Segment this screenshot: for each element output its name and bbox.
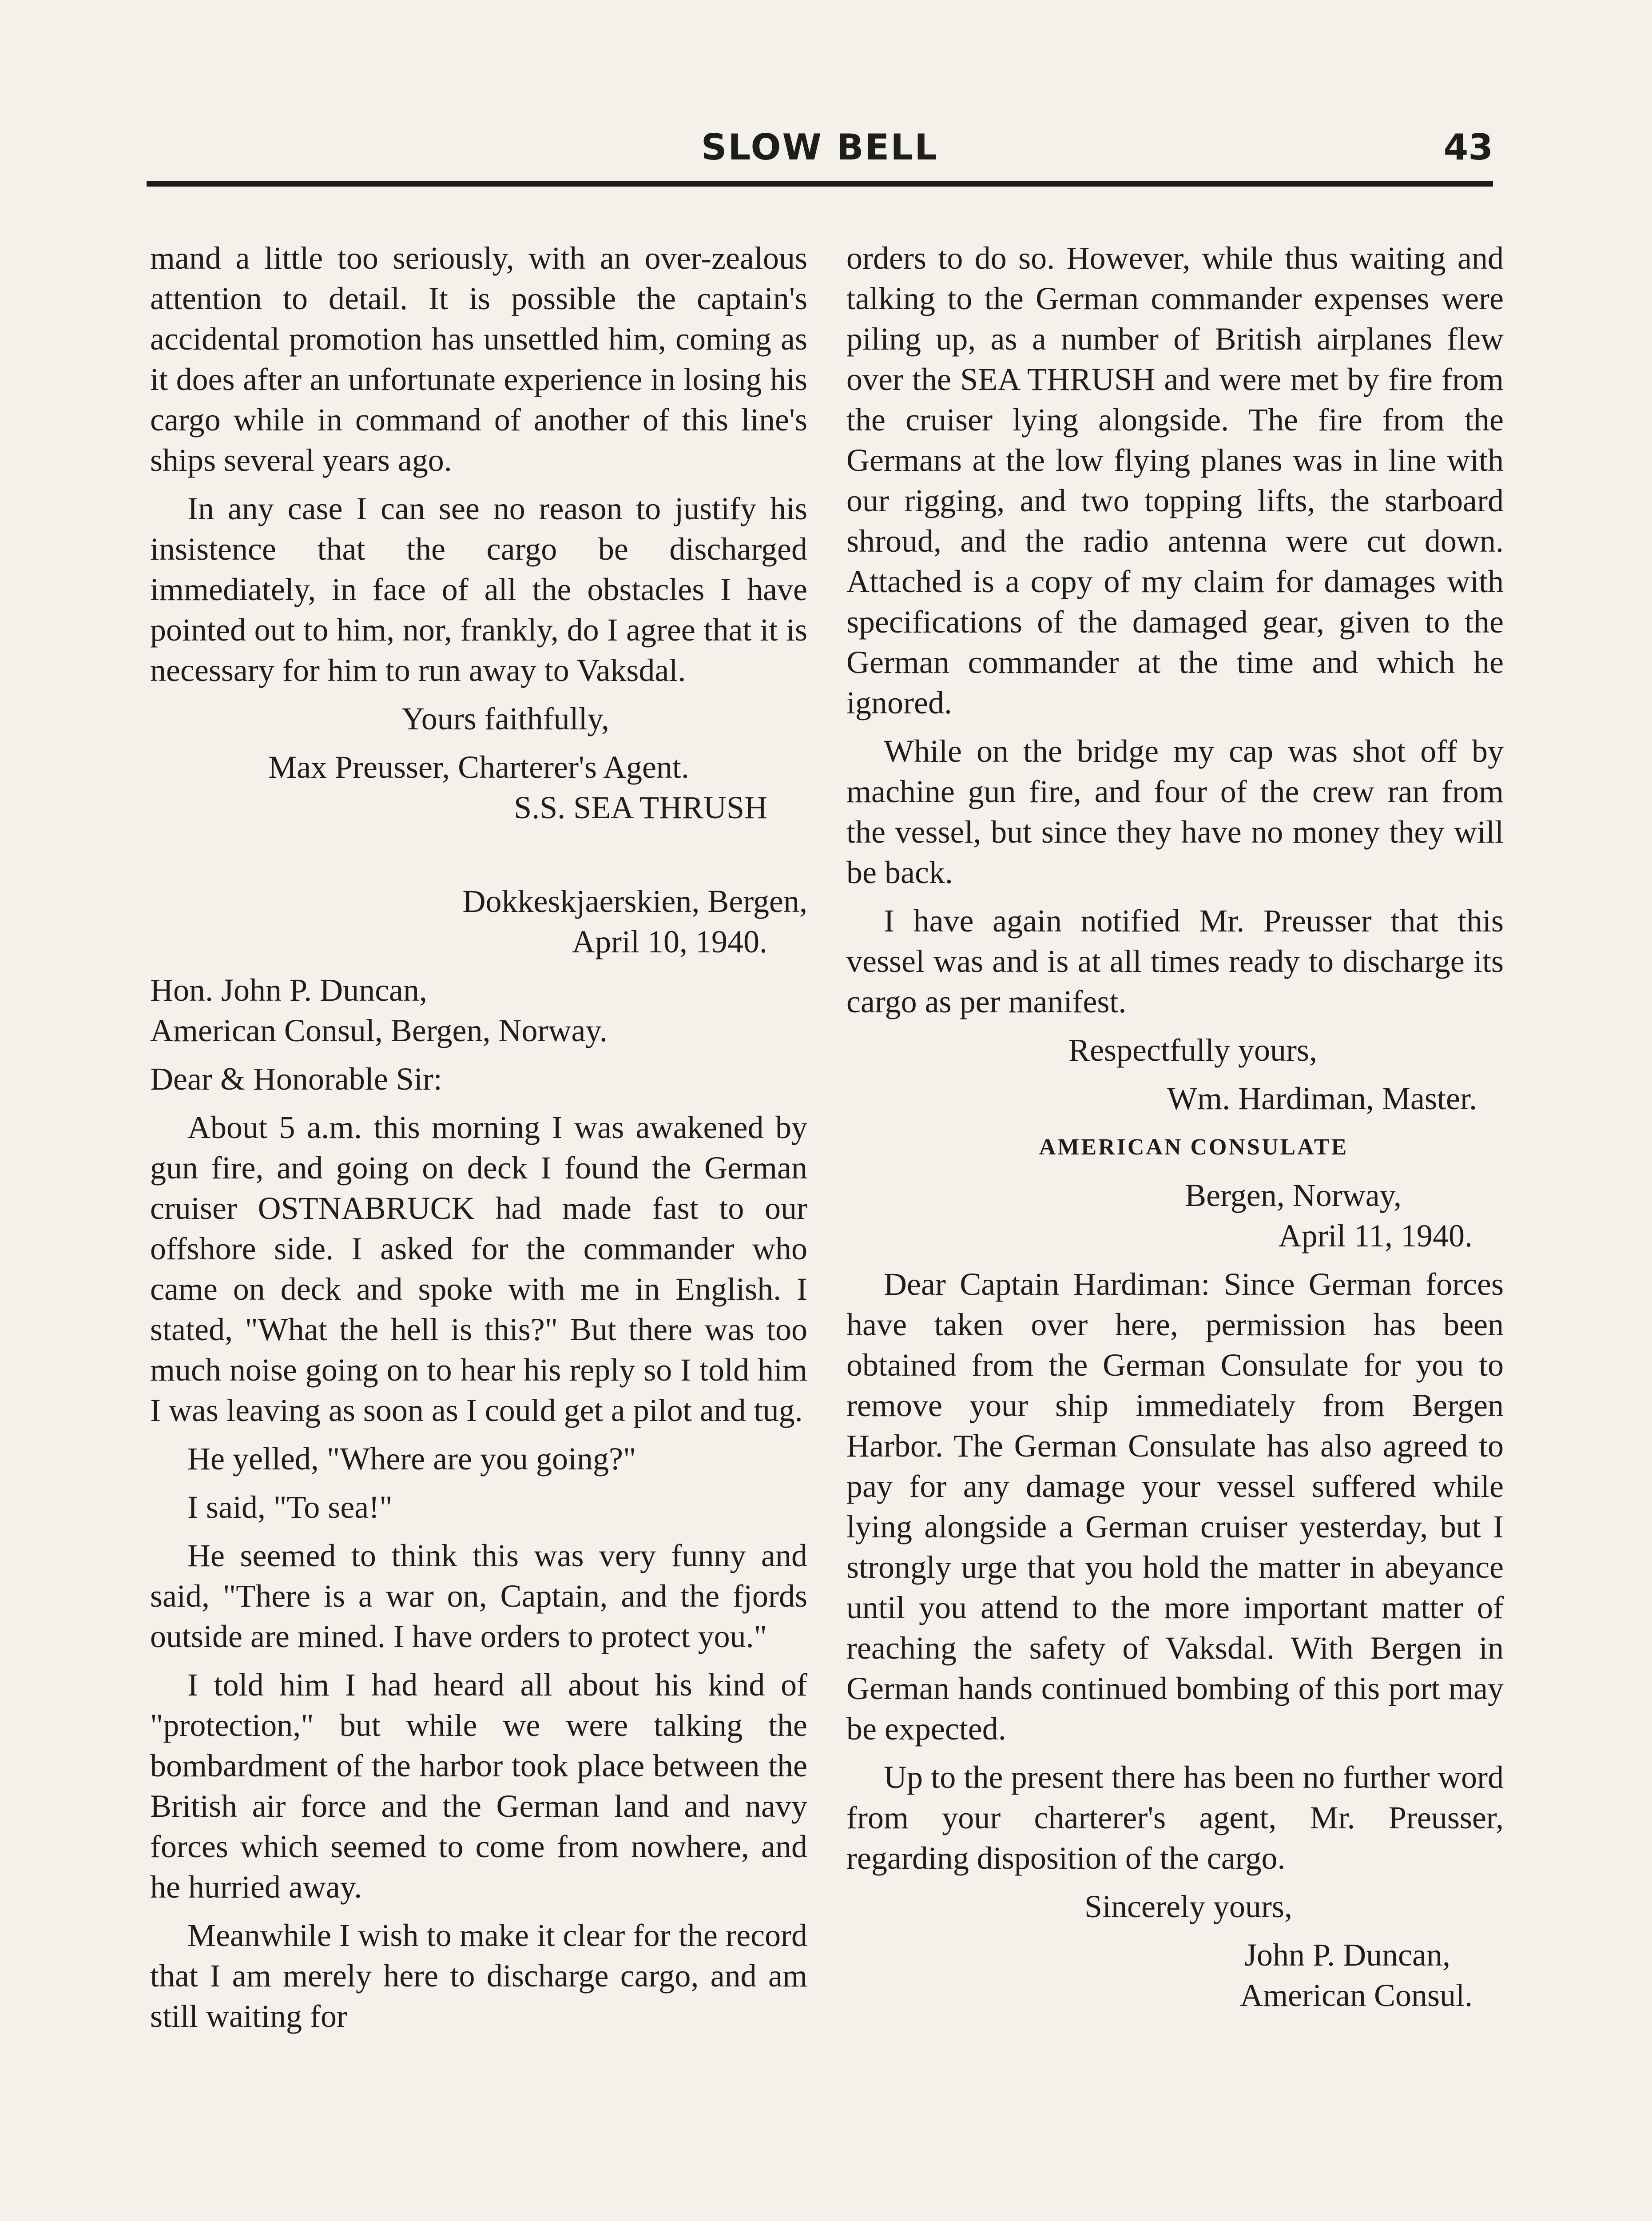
- paragraph: He yelled, "Where are you going?": [187, 1441, 636, 1477]
- page-number: 43: [1443, 127, 1493, 168]
- paragraph: In any case I can see no reason to justify his insistence that the cargo be discharged immediately, in face of all the obstacles I have pointed out to him, nor, frankly, do I agree that it is necessary for him to run away to Vaksdal.: [150, 491, 807, 688]
- consulate-heading: AMERICAN CONSULATE: [1039, 1134, 1349, 1160]
- letter-date: April 11, 1940.: [1278, 1218, 1473, 1254]
- running-header: [147, 125, 1493, 177]
- paragraph: While on the bridge my cap was shot off by machine gun fire, and four of the crew ran from the vessel, but since they have no money they will be back.: [846, 733, 1504, 890]
- signature-title: American Consul.: [1240, 1978, 1473, 2013]
- header-rule: [147, 181, 1493, 187]
- letter-closing: Sincerely yours,: [1084, 1889, 1292, 1924]
- paragraph: I said, "To sea!": [187, 1489, 393, 1525]
- paragraph: I have again notified Mr. Preusser that this vessel was and is at all times ready to discharge its cargo as per manifest.: [846, 903, 1504, 1019]
- paragraph: mand a little too seriously, with an over-zealous attention to detail. It is possible the captain's accidental promotion has unsettled him, coming as it does after an unfortunate experience in losing his cargo while in command of another of this line's ships several years ago.: [150, 240, 807, 478]
- paragraph: orders to do so. However, while thus waiting and talking to the German commander expenses were piling up, as a number of British airplanes flew over the SEA THRUSH and were met by fire from the cruiser lying alongside. The fire from the Germans at the low flying planes was in line with our rigging, and two topping lifts, the starboard shroud, and the radio antenna were cut down. Attached is a copy of my claim for damages with specifications of the damaged gear, given to the German commander at the time and which he ignored.: [846, 240, 1504, 720]
- running-title: SLOW BELL: [701, 127, 939, 168]
- left-column: [150, 238, 807, 2045]
- letter-closing: Respectfully yours,: [1068, 1032, 1317, 1068]
- signature-name: John P. Duncan,: [1244, 1937, 1450, 1973]
- signature-name: Wm. Hardiman, Master.: [1167, 1081, 1477, 1116]
- letter-salutation: Dear & Honorable Sir:: [150, 1061, 442, 1097]
- letter-address: Dokkeskjaerskien, Bergen,: [462, 884, 807, 919]
- paragraph: Meanwhile I wish to make it clear for the record that I am merely here to discharge cargo, and am still waiting for: [150, 1918, 807, 2034]
- paragraph: Dear Captain Hardiman: Since German forces have taken over here, permission has been obtained from the German Consulate for you to remove your ship immediately from Bergen Harbor. The German Consulate has also agreed to pay for any damage your vessel suffered while lying alongside a German cruiser yesterday, but I strongly urge that you hold the matter in abeyance until you attend to the more important matter of reaching the safety of Vaksdal. With Bergen in German hands continued bombing of this port may be expected.: [846, 1266, 1504, 1747]
- paragraph: About 5 a.m. this morning I was awakened by gun fire, and going on deck I found the German cruiser OSTNABRUCK had made fast to our offshore side. I asked for the commander who came on deck and spoke with me in English. I stated, "What the hell is this?" But there was too much noise going on to hear his reply so I told him I was leaving as soon as I could get a pilot and tug.: [150, 1110, 807, 1428]
- paragraph: I told him I had heard all about his kind of "protection," but while we were talking the bombardment of the harbor took place between the British air force and the German land and navy forces which seemed to come from nowhere, and he hurried away.: [150, 1667, 807, 1905]
- right-column: [846, 238, 1504, 2024]
- recipient-title: American Consul, Bergen, Norway.: [150, 1013, 608, 1048]
- letter-closing: Yours faithfully,: [401, 701, 610, 736]
- signature-vessel: S.S. SEA THRUSH: [514, 790, 767, 825]
- letter-date: April 10, 1940.: [572, 924, 767, 959]
- paragraph: He seemed to think this was very funny and said, "There is a war on, Captain, and the fjords outside are mined. I have orders to protect you.": [150, 1538, 807, 1654]
- letter-address: Bergen, Norway,: [1185, 1178, 1402, 1213]
- recipient-name: Hon. John P. Duncan,: [150, 972, 427, 1008]
- signature-name: Max Preusser, Charterer's Agent.: [268, 749, 689, 785]
- paragraph: Up to the present there has been no further word from your charterer's agent, Mr. Preusser, regarding disposition of the cargo.: [846, 1759, 1504, 1876]
